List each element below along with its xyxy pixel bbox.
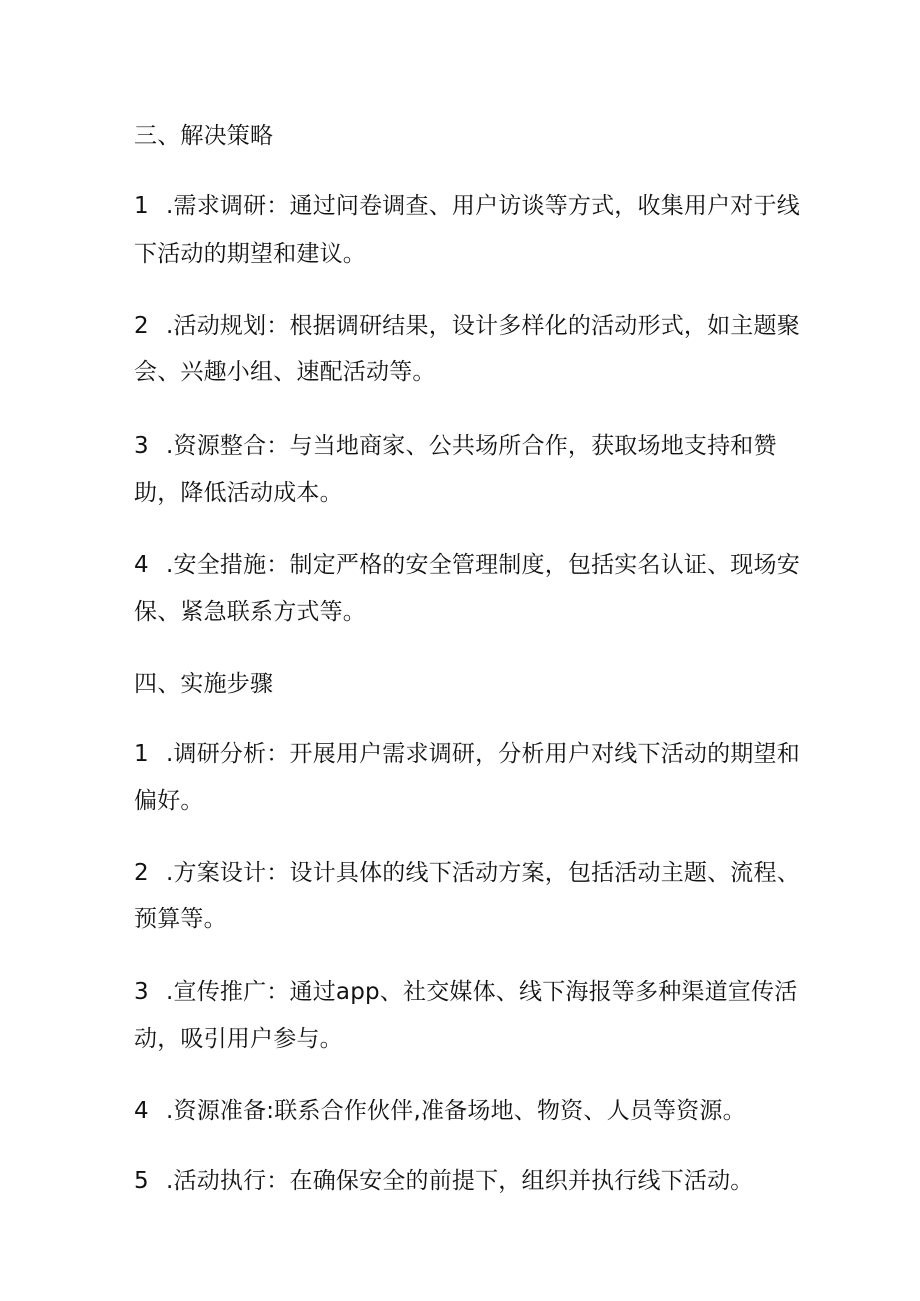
list-item-line (134, 1166, 754, 1196)
item-text: .活动执行：在确保安全的前提下，组织并执行线下活动。 (166, 1168, 754, 1194)
list-item-line (134, 431, 777, 461)
list-item-line (134, 977, 797, 1007)
item-number: 4 (134, 552, 149, 578)
item-text: .调研分析：开展用户需求调研，分析用户对线下活动的期望和 (166, 741, 800, 767)
item-text: .宣传推广：通过app、社交媒体、线下海报等多种渠道宣传活 (166, 979, 798, 1005)
section-heading: 四、实施步骤 (134, 671, 274, 697)
section-heading: 三、解决策略 (134, 123, 274, 149)
item-number: 2 (134, 313, 149, 339)
list-item-line (134, 311, 800, 341)
item-number: 3 (134, 433, 149, 459)
item-text: .资源准备:联系合作伙伴,准备场地、物资、人员等资源。 (166, 1098, 746, 1124)
list-item-line (134, 550, 800, 580)
item-text: .活动规划：根据调研结果，设计多样化的活动形式，如主题聚 (166, 313, 800, 339)
item-text: .安全措施：制定严格的安全管理制度，包括实名认证、现场安 (166, 552, 800, 578)
item-text-continued: 偏好。 (134, 788, 204, 814)
list-item-line (134, 858, 800, 888)
item-text-continued: 保、紧急联系方式等。 (134, 599, 366, 625)
item-number: 4 (134, 1098, 149, 1124)
item-text: .方案设计：设计具体的线下活动方案，包括活动主题、流程、 (166, 860, 800, 886)
item-number: 3 (134, 979, 149, 1005)
item-text-continued: 助，降低活动成本。 (134, 480, 343, 506)
item-text-continued: 会、兴趣小组、速配活动等。 (134, 359, 436, 385)
list-item-line (134, 739, 800, 769)
item-number: 1 (134, 193, 149, 219)
list-item-line (134, 1096, 746, 1126)
list-item-line (134, 191, 800, 221)
item-text: .资源整合：与当地商家、公共场所合作，获取场地支持和赞 (166, 433, 777, 459)
item-text-continued: 预算等。 (134, 906, 227, 932)
item-number: 1 (134, 741, 149, 767)
item-number: 5 (134, 1168, 149, 1194)
item-text-continued: 动，吸引用户参与。 (134, 1026, 343, 1052)
item-text: .需求调研：通过问卷调查、用户访谈等方式，收集用户对于线 (166, 193, 800, 219)
item-number: 2 (134, 860, 149, 886)
item-text-continued: 下活动的期望和建议。 (134, 241, 366, 267)
